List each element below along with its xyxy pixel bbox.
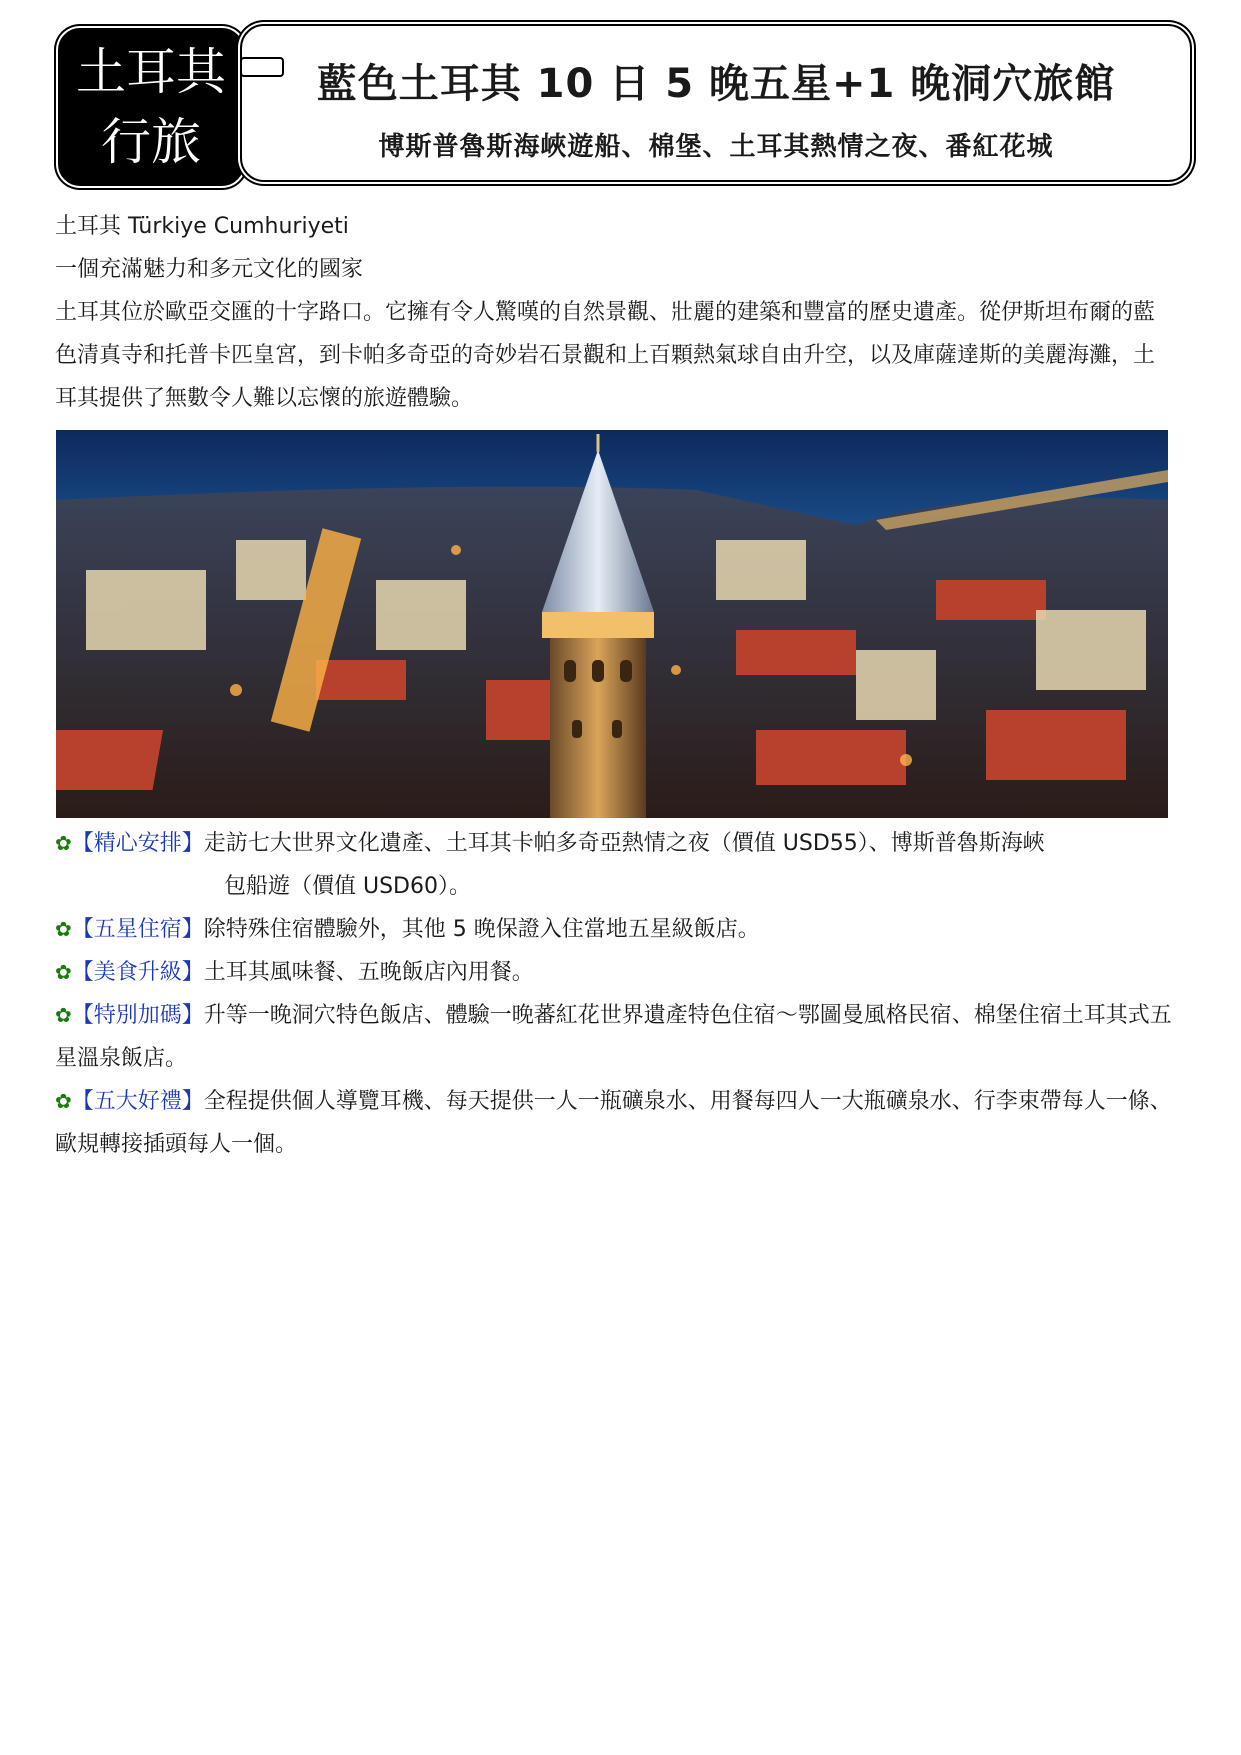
country-name: 土耳其 Türkiye Cumhuriyeti: [55, 214, 349, 239]
flower-icon: ✿: [55, 917, 72, 941]
flower-icon: ✿: [55, 1089, 72, 1113]
feature-tag: 【精心安排】: [71, 831, 204, 856]
feature-tag: 【五大好禮】: [71, 1089, 204, 1114]
feature-text: 全程提供個人導覽耳機、每天提供一人一瓶礦泉水、用餐每四人一大瓶礦泉水、行李束帶每人一條、歐規轉接插頭每人一個。: [55, 1089, 1172, 1157]
feature-list: [55, 822, 1175, 1166]
intro-section: [55, 205, 1175, 420]
feature-tag: 【美食升級】: [71, 960, 204, 985]
tour-subtitle: 博斯普魯斯海峽遊船、棉堡、土耳其熱情之夜、番紅花城: [378, 132, 1054, 162]
feature-item: [55, 994, 1175, 1080]
flower-icon: ✿: [55, 831, 72, 855]
title-banner: [240, 24, 1192, 182]
feature-item: [55, 908, 1175, 951]
brand-badge: [58, 28, 244, 186]
tour-title: 藍色土耳其 10 日 5 晚五星+1 晚洞穴旅館: [316, 61, 1116, 107]
galata-tower-photo: [56, 430, 1168, 818]
feature-item: [55, 822, 1175, 908]
feature-tag: 【五星住宿】: [71, 917, 204, 942]
brand-badge-line2: 行旅: [101, 113, 201, 171]
country-tagline: 一個充滿魅力和多元文化的國家: [55, 257, 364, 282]
feature-text: 除特殊住宿體驗外，其他 5 晚保證入住當地五星級飯店。: [203, 917, 760, 942]
feature-item: [55, 1080, 1175, 1166]
intro-paragraph: 土耳其位於歐亞交匯的十字路口。它擁有令人驚嘆的自然景觀、壯麗的建築和豐富的歷史遺產。從伊斯坦布爾的藍色清真寺和托普卡匹皇宮，到卡帕多奇亞的奇妙岩石景觀和上百顆熱氣球自由升空，以及庫薩達斯的美麗海灘，土耳其提供了無數令人難以忘懷的旅遊體驗。: [55, 300, 1156, 411]
feature-text-continued: 包船遊（價值 USD60）。: [224, 874, 471, 899]
feature-item: [55, 951, 1175, 994]
feature-text: 土耳其風味餐、五晚飯店內用餐。: [203, 960, 534, 985]
brand-badge-line1: 土耳其: [76, 43, 226, 101]
feature-text: 升等一晚洞穴特色飯店、體驗一晚蕃紅花世界遺產特色住宿～鄂圖曼風格民宿、棉堡住宿土耳其式五星溫泉飯店。: [55, 1003, 1172, 1071]
feature-tag: 【特別加碼】: [71, 1003, 204, 1028]
feature-text: 走訪七大世界文化遺產、土耳其卡帕多奇亞熱情之夜（價值 USD55）、博斯普魯斯海峽: [203, 831, 1045, 856]
flower-icon: ✿: [55, 1003, 72, 1027]
banner-tab-decoration: [240, 57, 284, 77]
flower-icon: ✿: [55, 960, 72, 984]
